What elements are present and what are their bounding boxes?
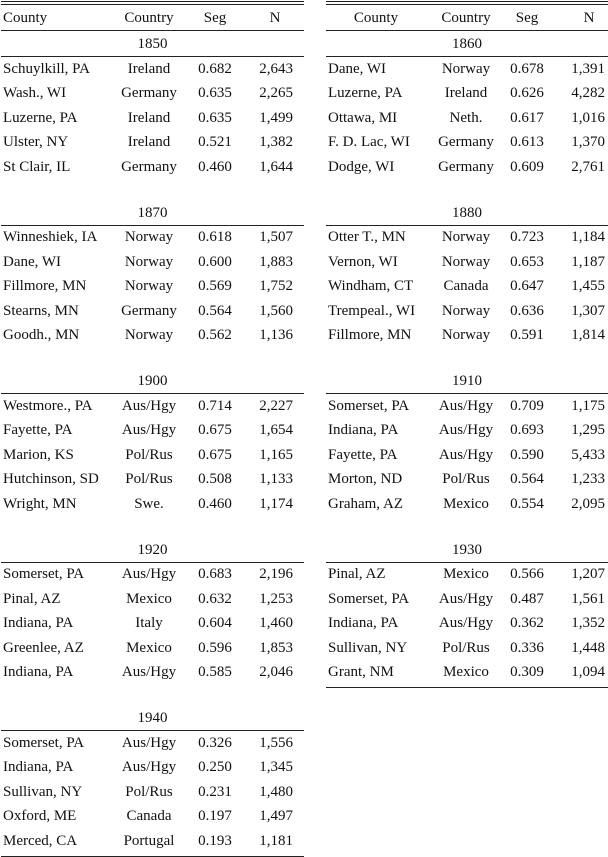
table-row — [326, 492, 608, 517]
table-row — [326, 299, 608, 324]
seg-cell: 0.600 — [198, 253, 232, 270]
n-cell: 1,455 — [571, 278, 605, 295]
county-cell: St Clair, IL — [3, 158, 71, 175]
n-cell: 2,046 — [259, 664, 293, 681]
country-cell: Italy — [135, 615, 163, 632]
country-cell: Pol/Rus — [442, 639, 490, 656]
county-cell: Winneshiek, IA — [3, 229, 98, 245]
country-cell: Pol/Rus — [125, 471, 173, 488]
seg-cell: 0.683 — [198, 566, 232, 582]
n-cell: 1,295 — [571, 422, 605, 439]
n-cell: 2,227 — [259, 397, 293, 414]
table-row — [1, 394, 304, 419]
country-cell: Aus/Hgy — [438, 397, 494, 414]
n-cell: 1,883 — [259, 253, 293, 270]
top-rule-inner — [326, 4, 608, 5]
n-cell: 1,814 — [571, 327, 605, 344]
n-cell: 2,095 — [571, 495, 605, 512]
seg-cell: 0.693 — [510, 422, 544, 439]
seg-cell: 0.678 — [510, 60, 544, 77]
seg-cell: 0.682 — [198, 60, 232, 77]
country-cell: Ireland — [127, 60, 171, 77]
county-cell: Somerset, PA — [3, 734, 85, 751]
country-cell: Mexico — [126, 590, 172, 607]
n-cell: 1,499 — [259, 109, 293, 126]
seg-cell: 0.675 — [198, 446, 232, 463]
seg-cell: 0.562 — [198, 327, 232, 344]
table-row — [1, 443, 304, 468]
county-cell: Pinal, AZ — [3, 590, 61, 607]
year-label: 1880 — [452, 204, 482, 221]
seg-cell: 0.591 — [510, 327, 544, 344]
n-cell: 1,016 — [571, 109, 605, 126]
year-label: 1940 — [137, 710, 168, 726]
country-cell: Germany — [121, 85, 177, 102]
n-cell: 1,480 — [259, 783, 293, 800]
table-row — [1, 587, 304, 612]
country-cell: Swe. — [134, 495, 164, 512]
year-header-row — [326, 538, 608, 563]
seg-cell: 0.604 — [198, 615, 232, 632]
year-header-row — [326, 201, 608, 226]
country-cell: Ireland — [127, 109, 171, 126]
county-cell: Westmore., PA — [3, 397, 93, 414]
seg-cell: 0.460 — [198, 495, 232, 512]
seg-cell: 0.653 — [510, 253, 544, 270]
table-row — [326, 130, 608, 155]
table-row — [326, 443, 608, 468]
n-cell: 1,133 — [259, 471, 293, 488]
county-cell: F. D. Lac, WI — [328, 134, 410, 151]
n-cell: 4,282 — [571, 85, 605, 102]
country-cell: Canada — [443, 278, 489, 295]
county-cell: Schuylkill, PA — [3, 60, 90, 77]
county-cell: Indiana, PA — [3, 615, 74, 632]
country-cell: Pol/Rus — [125, 783, 173, 800]
seg-cell: 0.231 — [198, 783, 232, 800]
n-cell: 1,345 — [259, 759, 293, 776]
table-row — [1, 731, 304, 756]
seg-cell: 0.675 — [198, 422, 232, 439]
table-row — [1, 780, 304, 805]
country-cell: Portugal — [123, 832, 175, 849]
header-country: Country — [124, 10, 174, 26]
n-cell: 1,556 — [259, 734, 293, 751]
seg-cell: 0.487 — [510, 590, 544, 607]
county-cell: Luzerne, PA — [328, 85, 403, 102]
table-row — [326, 225, 608, 250]
table-row — [326, 57, 608, 82]
n-cell: 1,187 — [571, 253, 605, 270]
table-row — [326, 562, 608, 587]
n-cell: 1,253 — [259, 590, 293, 607]
seg-cell: 0.508 — [198, 471, 232, 488]
seg-cell: 0.723 — [510, 229, 544, 245]
county-cell: Fillmore, MN — [328, 327, 412, 344]
county-cell: Ulster, NY — [3, 134, 69, 151]
country-cell: Germany — [438, 134, 494, 151]
table-row — [1, 250, 304, 275]
bottom-rule — [1, 856, 304, 857]
year-label: 1930 — [452, 541, 482, 558]
seg-cell: 0.309 — [510, 664, 544, 681]
table-row — [326, 467, 608, 492]
header-county: County — [353, 10, 399, 26]
country-cell: Aus/Hgy — [121, 734, 177, 751]
country-cell: Mexico — [443, 664, 489, 681]
country-cell: Pol/Rus — [442, 471, 490, 488]
country-cell: Aus/Hgy — [121, 759, 177, 776]
year-label: 1870 — [137, 204, 168, 221]
country-cell: Mexico — [443, 495, 489, 512]
n-cell: 1,174 — [259, 495, 293, 512]
seg-cell: 0.618 — [198, 229, 232, 245]
seg-cell: 0.632 — [198, 590, 232, 607]
n-cell: 1,560 — [259, 302, 293, 319]
country-cell: Canada — [126, 808, 172, 825]
country-cell: Norway — [441, 253, 491, 270]
header-seg: Seg — [515, 10, 539, 26]
country-cell: Aus/Hgy — [438, 590, 494, 607]
county-cell: Otter T., MN — [328, 229, 406, 245]
county-cell: Wash., WI — [3, 85, 67, 102]
country-cell: Germany — [121, 158, 177, 175]
seg-cell: 0.460 — [198, 158, 232, 175]
table-row — [326, 81, 608, 106]
n-cell: 1,094 — [571, 664, 605, 681]
table-row — [326, 394, 608, 419]
county-cell: Somerset, PA — [328, 590, 410, 607]
county-cell: Ottawa, MI — [328, 109, 398, 126]
table-row — [1, 418, 304, 443]
n-cell: 1,460 — [259, 615, 293, 632]
n-cell: 1,136 — [259, 327, 293, 344]
county-cell: Sullivan, NY — [3, 783, 83, 800]
n-cell: 1,307 — [571, 302, 605, 319]
table-row — [1, 492, 304, 517]
country-cell: Norway — [441, 229, 491, 245]
n-cell: 1,654 — [259, 422, 293, 439]
year-header-row — [326, 369, 608, 394]
seg-cell: 0.613 — [510, 134, 544, 151]
county-cell: Wright, MN — [3, 495, 77, 512]
year-header-row — [1, 32, 304, 57]
year-label: 1850 — [137, 36, 168, 52]
table-row — [1, 660, 304, 685]
county-cell: Fillmore, MN — [3, 278, 87, 295]
header-county: County — [3, 10, 48, 26]
county-cell: Vernon, WI — [328, 253, 398, 270]
year-label: 1860 — [452, 36, 482, 52]
country-cell: Pol/Rus — [125, 446, 173, 463]
seg-cell: 0.647 — [510, 278, 544, 295]
seg-cell: 0.193 — [198, 832, 232, 849]
country-cell: Norway — [441, 302, 491, 319]
seg-cell: 0.626 — [510, 85, 544, 102]
county-cell: Grant, NM — [328, 664, 394, 681]
n-cell: 1,175 — [571, 397, 605, 414]
table-row — [326, 106, 608, 131]
seg-cell: 0.564 — [198, 302, 232, 319]
n-cell: 1,181 — [259, 832, 293, 849]
country-cell: Aus/Hgy — [438, 615, 494, 632]
county-cell: Indiana, PA — [3, 664, 74, 681]
country-cell: Germany — [438, 158, 494, 175]
county-cell: Greenlee, AZ — [3, 639, 84, 656]
n-cell: 1,448 — [571, 639, 605, 656]
header-n: N — [269, 10, 281, 26]
seg-cell: 0.554 — [510, 495, 544, 512]
country-cell: Aus/Hgy — [438, 446, 494, 463]
county-cell: Dane, WI — [3, 253, 62, 270]
county-cell: Luzerne, PA — [3, 109, 78, 126]
country-cell: Germany — [121, 302, 177, 319]
seg-cell: 0.326 — [198, 734, 232, 751]
county-cell: Sullivan, NY — [328, 639, 408, 656]
county-cell: Oxford, ME — [3, 808, 77, 825]
header-country: Country — [441, 10, 491, 26]
n-cell: 2,643 — [259, 60, 293, 77]
table-row — [326, 274, 608, 299]
n-cell: 1,233 — [571, 471, 605, 488]
county-cell: Indiana, PA — [3, 759, 74, 776]
county-cell: Marion, KS — [3, 446, 74, 463]
country-cell: Aus/Hgy — [121, 397, 177, 414]
seg-cell: 0.362 — [510, 615, 544, 632]
table-row — [1, 755, 304, 780]
year-header-row — [1, 706, 304, 731]
seg-cell: 0.590 — [510, 446, 544, 463]
n-cell: 1,370 — [571, 134, 605, 151]
table-row — [1, 81, 304, 106]
seg-cell: 0.585 — [198, 664, 232, 681]
n-cell: 1,507 — [259, 229, 293, 245]
year-header-row — [1, 538, 304, 563]
country-cell: Ireland — [444, 85, 488, 102]
n-cell: 1,165 — [259, 446, 293, 463]
county-cell: Dodge, WI — [328, 158, 395, 175]
header-n: N — [583, 10, 595, 26]
table-row — [326, 611, 608, 636]
table-row — [1, 225, 304, 250]
seg-cell: 0.714 — [198, 397, 232, 414]
seg-cell: 0.609 — [510, 158, 544, 175]
county-cell: Hutchinson, SD — [3, 471, 99, 488]
n-cell: 1,853 — [259, 639, 293, 656]
county-cell: Fayette, PA — [328, 446, 398, 463]
year-label: 1900 — [137, 373, 168, 389]
seg-cell: 0.635 — [198, 85, 232, 102]
country-cell: Norway — [124, 278, 174, 295]
seg-cell: 0.596 — [198, 639, 232, 656]
country-cell: Norway — [124, 327, 174, 344]
county-cell: Goodh., MN — [3, 327, 80, 344]
n-cell: 1,752 — [259, 278, 293, 295]
n-cell: 1,352 — [571, 615, 605, 632]
country-cell: Aus/Hgy — [121, 422, 177, 439]
n-cell: 1,644 — [259, 158, 293, 175]
n-cell: 2,196 — [259, 566, 293, 582]
country-cell: Aus/Hgy — [438, 422, 494, 439]
table-row — [1, 299, 304, 324]
column-header-row — [1, 6, 304, 31]
table-row — [1, 274, 304, 299]
n-cell: 1,497 — [259, 808, 293, 825]
seg-cell: 0.569 — [198, 278, 232, 295]
n-cell: 2,265 — [259, 85, 293, 102]
seg-cell: 0.636 — [510, 302, 544, 319]
seg-cell: 0.521 — [198, 134, 232, 151]
year-header-row — [1, 201, 304, 226]
county-cell: Graham, AZ — [328, 495, 403, 512]
table-row — [326, 636, 608, 661]
seg-cell: 0.336 — [510, 639, 544, 656]
county-cell: Stearns, MN — [3, 302, 79, 319]
seg-cell: 0.635 — [198, 109, 232, 126]
table-row — [1, 562, 304, 587]
country-cell: Norway — [124, 229, 174, 245]
seg-cell: 0.709 — [510, 397, 544, 414]
table-row — [1, 611, 304, 636]
country-cell: Neth. — [449, 109, 483, 126]
table-row — [1, 467, 304, 492]
county-cell: Dane, WI — [328, 60, 387, 77]
table-row — [1, 130, 304, 155]
top-rule — [1, 1, 304, 2]
n-cell: 2,761 — [571, 158, 605, 175]
county-cell: Morton, ND — [328, 471, 403, 488]
country-cell: Mexico — [126, 639, 172, 656]
table-row — [326, 250, 608, 275]
column-header-row — [326, 6, 608, 31]
table-row — [1, 323, 304, 348]
n-cell: 1,184 — [571, 229, 605, 245]
county-cell: Indiana, PA — [328, 615, 399, 632]
bottom-rule — [326, 687, 608, 688]
country-cell: Aus/Hgy — [121, 664, 177, 681]
county-cell: Indiana, PA — [328, 422, 399, 439]
top-rule-inner — [1, 4, 304, 5]
n-cell: 1,391 — [571, 60, 605, 77]
country-cell: Mexico — [443, 566, 489, 582]
county-cell: Somerset, PA — [3, 566, 85, 582]
table-row — [1, 829, 304, 854]
country-cell: Norway — [441, 327, 491, 344]
table-row — [326, 323, 608, 348]
seg-cell: 0.617 — [510, 109, 544, 126]
country-cell: Norway — [124, 253, 174, 270]
county-cell: Somerset, PA — [328, 397, 410, 414]
header-seg: Seg — [203, 10, 227, 26]
year-header-row — [326, 32, 608, 57]
county-cell: Pinal, AZ — [328, 566, 386, 582]
seg-cell: 0.197 — [198, 808, 232, 825]
n-cell: 1,561 — [571, 590, 605, 607]
table-row — [1, 106, 304, 131]
county-cell: Fayette, PA — [3, 422, 73, 439]
table-row — [1, 57, 304, 82]
top-rule — [326, 1, 608, 2]
table-row — [326, 155, 608, 180]
n-cell: 5,433 — [571, 446, 605, 463]
table-row — [326, 660, 608, 685]
county-cell: Trempeal., WI — [328, 302, 416, 319]
n-cell: 1,382 — [259, 134, 293, 151]
table-row — [1, 155, 304, 180]
year-label: 1910 — [452, 373, 482, 389]
year-label: 1920 — [137, 541, 168, 558]
n-cell: 1,207 — [571, 566, 605, 582]
country-cell: Aus/Hgy — [121, 566, 177, 582]
seg-cell: 0.250 — [198, 759, 232, 776]
table-row — [1, 636, 304, 661]
seg-cell: 0.566 — [510, 566, 544, 582]
table-row — [326, 587, 608, 612]
county-cell: Merced, CA — [3, 832, 78, 849]
table-row — [326, 418, 608, 443]
county-cell: Windham, CT — [328, 278, 414, 295]
country-cell: Norway — [441, 60, 491, 77]
country-cell: Ireland — [127, 134, 171, 151]
seg-cell: 0.564 — [510, 471, 544, 488]
year-header-row — [1, 369, 304, 394]
table-row — [1, 804, 304, 829]
